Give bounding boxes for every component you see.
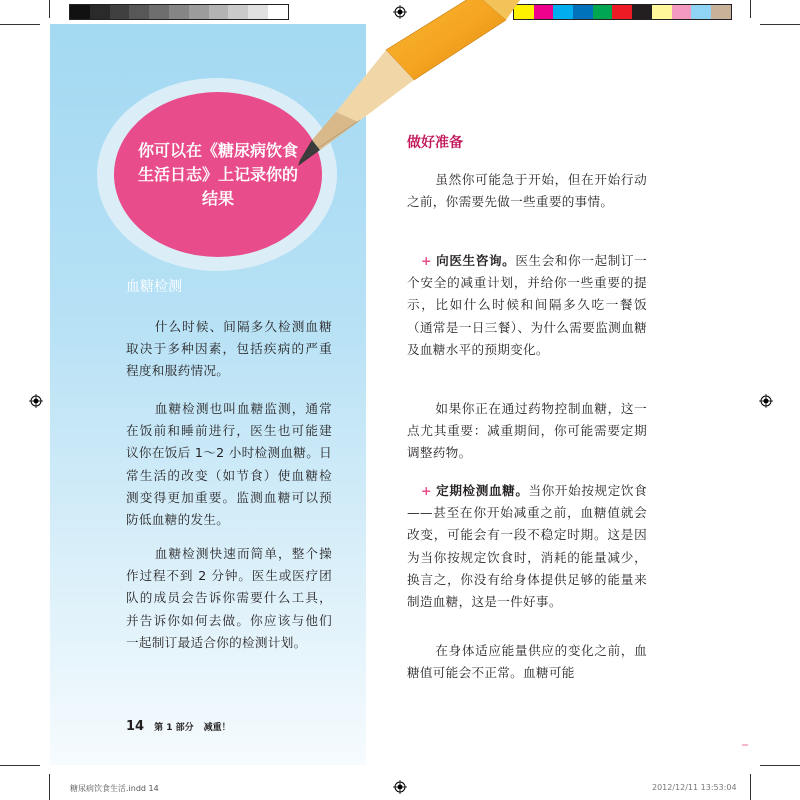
bullet-plus-icon: + (421, 253, 432, 268)
callout-text: 你可以在《糖尿病饮食生活日志》上记录你的结果 (137, 140, 298, 208)
print-file-note: 糖尿病饮食生活.indd 14 (70, 784, 159, 793)
color-swatch (593, 5, 613, 19)
bullet-2-lead: 定期检测血糖。 (435, 483, 529, 498)
crop-mark (0, 24, 40, 25)
right-paragraph-3-text: 在身体适应能量供应的变化之前，血糖值可能会不正常。血糖可能 (407, 643, 647, 681)
edge-color-mark (742, 744, 748, 746)
gray-swatch (189, 5, 209, 19)
registration-mark-icon (29, 394, 43, 408)
registration-mark-icon (759, 394, 773, 408)
left-section-heading: 血糖检测 (126, 279, 182, 295)
left-paragraph-2-text: 血糖检测也叫血糖监测，通常在饭前和睡前进行，医生也可能建议你在饭后 1～2 小时检测血糖。日常生活的改变（如节食）使血糖检测变得更加重要。监测血糖可以预防低血糖的发生。 (126, 401, 332, 528)
color-swatch (652, 5, 672, 19)
bullet-2-text: 当你开始按规定饮食——甚至在你开始减重之前，血糖值就会改变，可能会有一段不稳定时期。这是因为当你按规定饮食时，消耗的能量减少，换言之，你没有给身体提供足够的能量来制造血糖，这是一件好事。 (407, 483, 647, 610)
crop-mark (760, 24, 800, 25)
gray-swatch (268, 5, 288, 19)
right-bullet-1 (407, 250, 647, 361)
gray-swatch (248, 5, 268, 19)
color-swatch (691, 5, 711, 19)
right-intro-paragraph (407, 169, 647, 213)
color-swatch (573, 5, 593, 19)
page-footer (126, 719, 231, 734)
crop-mark (49, 0, 50, 18)
color-swatch (534, 5, 554, 19)
crop-mark (750, 0, 751, 18)
gray-swatch (70, 5, 90, 19)
gray-swatch (129, 5, 149, 19)
right-intro-text: 虽然你可能急于开始，但在开始行动之前，你需要先做一些重要的事情。 (407, 172, 647, 210)
gray-swatch (169, 5, 189, 19)
color-swatch (612, 5, 632, 19)
gray-swatch (149, 5, 169, 19)
right-paragraph-2-text: 如果你正在通过药物控制血糖，这一点尤其重要：减重期间，你可能需要定期调整药物。 (407, 401, 647, 461)
crop-mark (750, 774, 751, 800)
right-section-heading: 做好准备 (407, 135, 463, 151)
crop-mark (0, 765, 40, 766)
gray-swatch (90, 5, 110, 19)
left-paragraph-1-text: 什么时候、间隔多久检测血糖取决于多种因素，包括疾病的严重程度和服药情况。 (126, 319, 332, 379)
crop-mark (760, 765, 800, 766)
gray-swatch (209, 5, 229, 19)
page-number: 14 (126, 719, 145, 734)
right-paragraph-3 (407, 640, 647, 684)
right-paragraph-2 (407, 398, 647, 465)
left-paragraph-3 (126, 543, 332, 654)
footer-section-title: 减重！ (203, 723, 231, 733)
bullet-1-text: 医生会和你一起制订一个安全的减重计划，并给你一些重要的提示，比如什么时候和间隔多久吃一餐饭（通常是一日三餐）、为什么需要监测血糖及血糖水平的预期变化。 (407, 253, 647, 357)
crop-mark (49, 774, 50, 800)
color-swatch (711, 5, 731, 19)
color-calibration-bar (513, 4, 732, 20)
color-swatch (672, 5, 692, 19)
color-swatch (632, 5, 652, 19)
print-timestamp: 2012/12/11 13:53:04 (652, 783, 737, 792)
left-paragraph-1 (126, 316, 332, 383)
left-paragraph-3-text: 血糖检测快速而简单，整个操作过程不到 2 分钟。医生或医疗团队的成员会告诉你需要什么工具，并告诉你如何去做。你应该与他们一起制订最适合你的检测计划。 (126, 546, 332, 650)
bullet-plus-icon: + (421, 483, 432, 498)
footer-section: 第 1 部分 (154, 723, 194, 733)
bullet-1-lead: 向医生咨询。 (435, 253, 516, 268)
color-swatch (553, 5, 573, 19)
gray-swatch (228, 5, 248, 19)
grayscale-calibration-bar (69, 4, 289, 20)
registration-mark-icon (393, 780, 407, 794)
gray-swatch (110, 5, 130, 19)
pencil-icon (290, 0, 520, 170)
right-bullet-2 (407, 480, 647, 613)
left-paragraph-2 (126, 398, 332, 531)
